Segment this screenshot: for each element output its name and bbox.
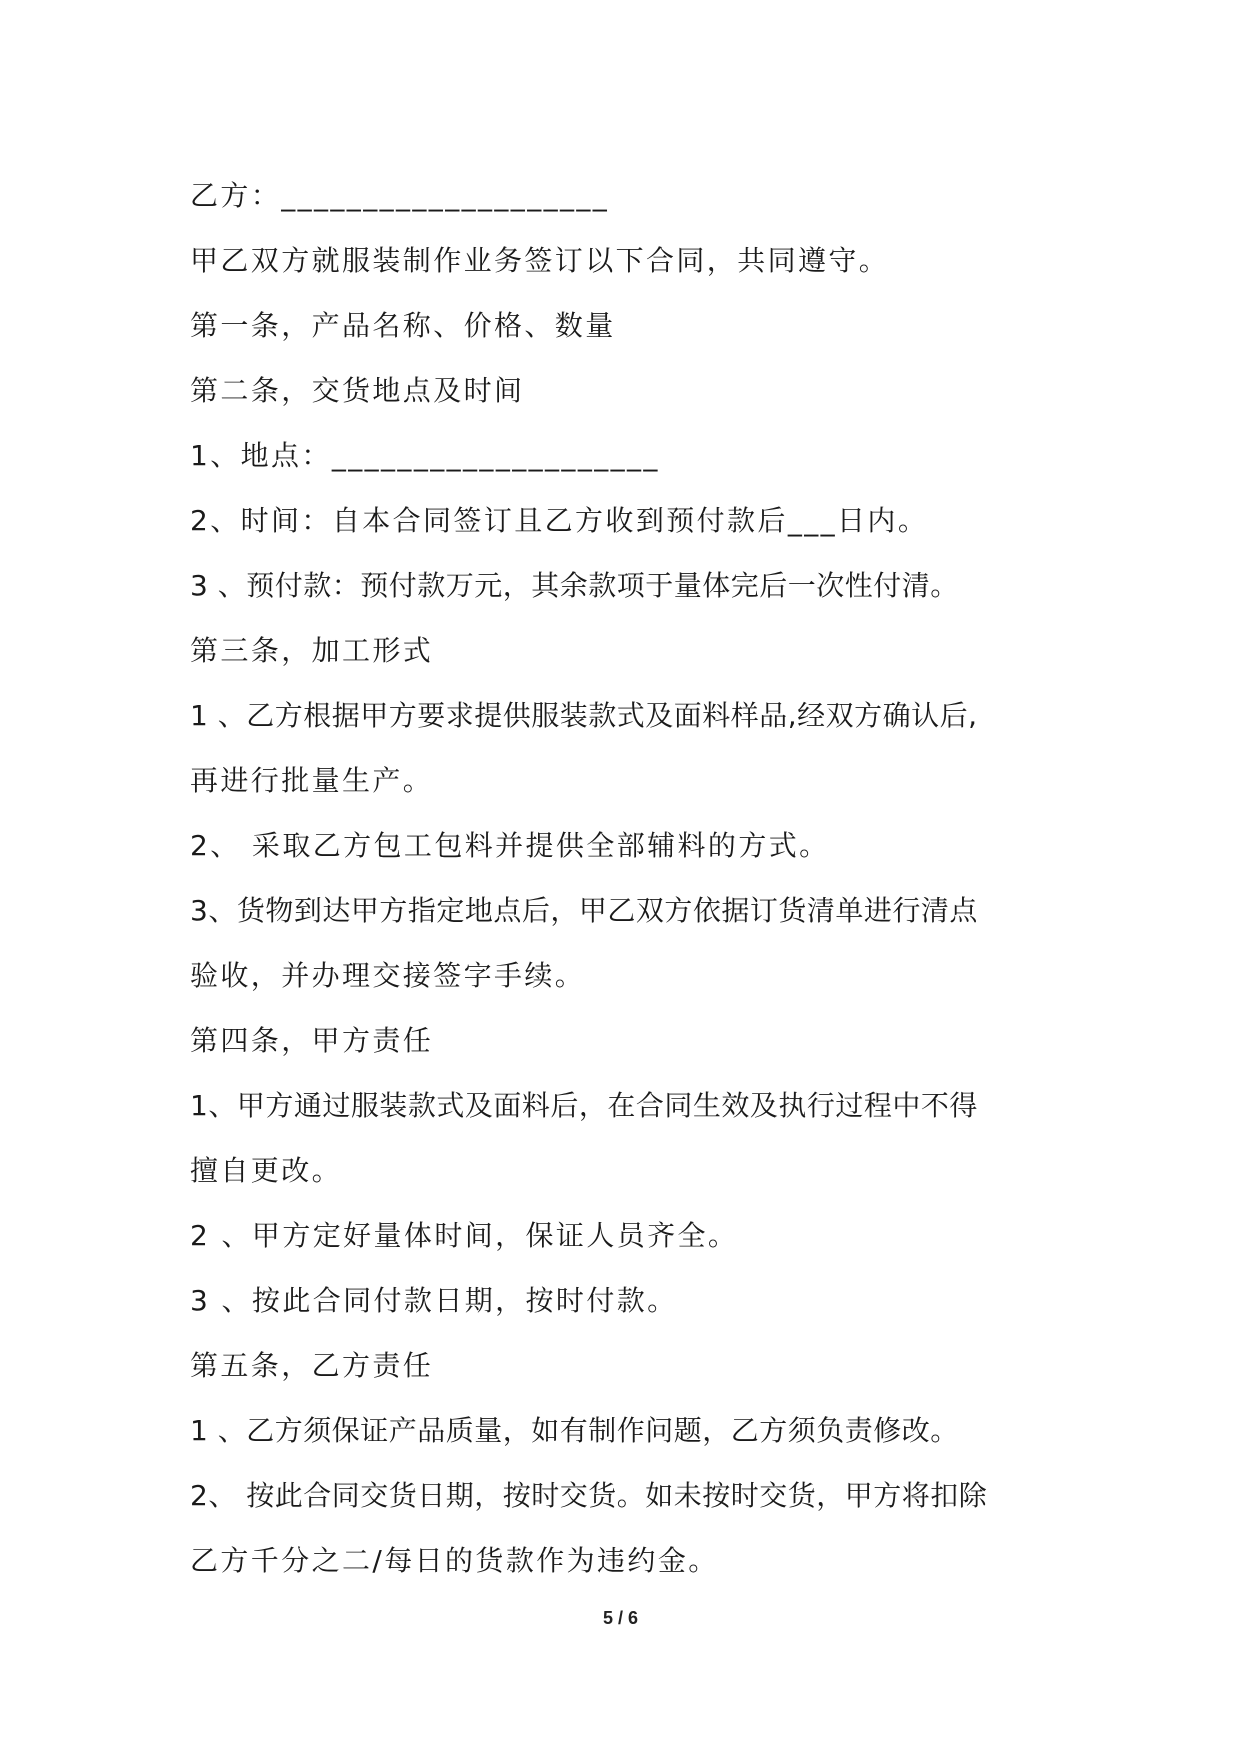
article-3-item-3: 3、货物到达甲方指定地点后，甲乙双方依据订货清单进行清点 <box>190 894 978 927</box>
article-2-heading: 第二条，交货地点及时间 <box>190 374 525 407</box>
article-2-item-2: 2、时间：自本合同签订且乙方收到预付款后___日内。 <box>190 504 929 537</box>
intro-paragraph: 甲乙双方就服装制作业务签订以下合同，共同遵守。 <box>190 244 890 277</box>
article-1-heading: 第一条，产品名称、价格、数量 <box>190 309 616 342</box>
article-5-item-2-cont: 乙方千分之二/每日的货款作为违约金。 <box>190 1544 719 1577</box>
party-b-line: 乙方：____________________ <box>190 179 610 212</box>
article-5-heading: 第五条，乙方责任 <box>190 1349 434 1382</box>
page-number: 5 / 6 <box>602 1608 639 1628</box>
article-4-item-1-cont: 擅自更改。 <box>190 1154 343 1187</box>
article-3-heading: 第三条，加工形式 <box>190 634 434 667</box>
contract-body <box>190 163 1060 1593</box>
article-3-item-3-cont: 验收，并办理交接签字手续。 <box>190 959 586 992</box>
article-4-item-1: 1、甲方通过服装款式及面料后，在合同生效及执行过程中不得 <box>190 1089 978 1122</box>
article-2-item-1: 1、地点：____________________ <box>190 439 660 472</box>
article-3-item-2: 2、 采取乙方包工包料并提供全部辅料的方式。 <box>190 829 830 862</box>
article-4-item-2: 2 、甲方定好量体时间，保证人员齐全。 <box>190 1219 739 1252</box>
article-3-item-1: 1 、乙方根据甲方要求提供服装款式及面料样品,经双方确认后, <box>190 699 978 732</box>
article-5-item-2: 2、 按此合同交货日期，按时交货。如未按时交货，甲方将扣除 <box>190 1479 988 1512</box>
article-2-item-3: 3 、预付款：预付款万元，其余款项于量体完后一次性付清。 <box>190 569 959 602</box>
article-5-item-1: 1 、乙方须保证产品质量，如有制作问题，乙方须负责修改。 <box>190 1414 959 1447</box>
article-4-item-3: 3 、按此合同付款日期，按时付款。 <box>190 1284 678 1317</box>
article-4-heading: 第四条，甲方责任 <box>190 1024 434 1057</box>
article-3-item-1-cont: 再进行批量生产。 <box>190 764 434 797</box>
